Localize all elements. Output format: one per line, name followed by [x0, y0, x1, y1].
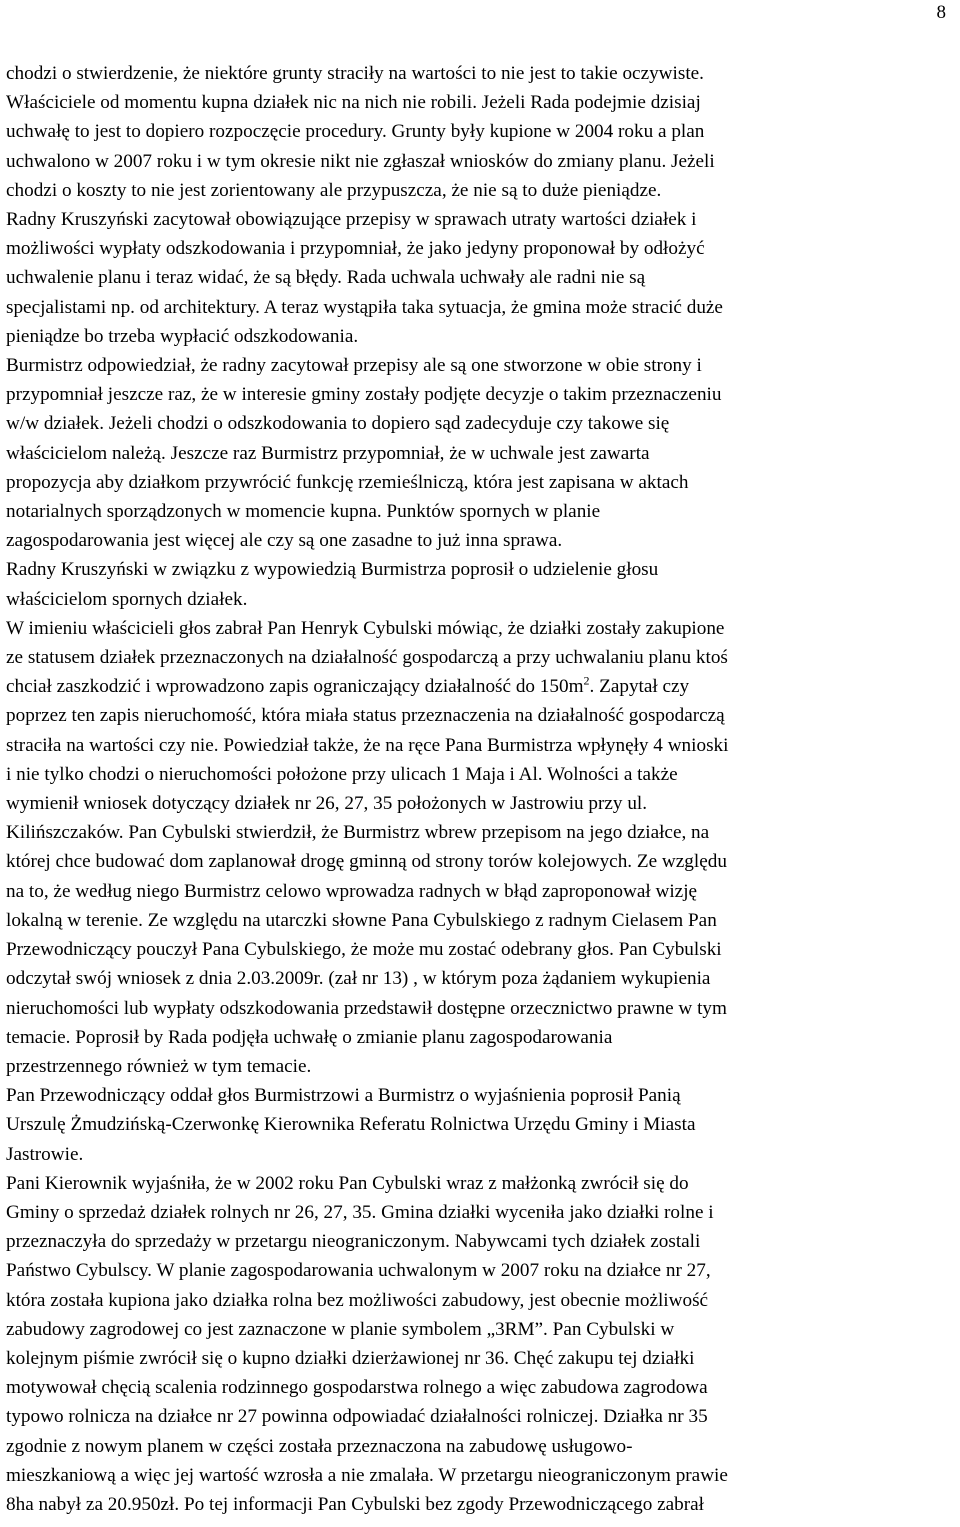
text-line: uchwalono w 2007 roku i w tym okresie nikt nie zgłaszał wniosków do zmiany planu. Jeżeli	[6, 150, 715, 172]
text-line: która została kupiona jako działka rolna bez możliwości zabudowy, jest obecnie możliwość	[6, 1289, 709, 1311]
text-line: motywował chęcią scalenia rodzinnego gospodarstwa rolnego a więc zabudowa zagrodowa	[6, 1377, 708, 1399]
text-line: chodzi o stwierdzenie, że niektóre grunty straciły na wartości to nie jest to takie oczywiste.	[6, 63, 704, 84]
text-line: możliwości wypłaty odszkodowania i przypomniał, że jako jedyny proponował by odłożyć	[6, 238, 705, 260]
text-line-tail: . Zapytał czy	[589, 676, 690, 698]
text-line: wymienił wniosek dotyczący działek nr 26, 27, 35 położonych w Jastrowiu przy ul.	[6, 793, 648, 815]
text-line: temacie. Poprosił by Rada podjęła uchwałę o zmianie planu zagospodarowania	[6, 1026, 613, 1048]
text-line-main: chciał zaszkodzić i wprowadzono zapis ograniczający działalność do 150m	[6, 676, 584, 698]
text-line: Właściciele od momentu kupna działek nic na nich nie robili. Jeżeli Rada podejmie dzisiaj	[6, 92, 701, 114]
text-line: nieruchomości lub wypłaty odszkodowania przedstawił dostępne orzecznictwo prawne w tym	[6, 997, 727, 1019]
text-line: zabudowy zagrodowej co jest zaznaczone w planie symbolem „3RM”. Pan Cybulski w	[6, 1318, 675, 1340]
text-line: Urszulę Żmudzińską-Czerwonkę Kierownika Referatu Rolnictwa Urzędu Gminy i Miasta	[6, 1114, 696, 1136]
page-number: 8	[936, 2, 946, 23]
text-line: na to, że według niego Burmistrz celowo wprowadza radnych w błąd zaproponował wizję	[6, 880, 698, 902]
text-line: Radny Kruszyński zacytował obowiązujące przepisy w sprawach utraty wartości działek i	[6, 209, 697, 231]
text-line: notarialnych sporządzonych w momencie kupna. Punktów spornych w planie	[6, 501, 601, 523]
text-line: Kilińszczaków. Pan Cybulski stwierdził, że Burmistrz wbrew przepisom na jego działce, na	[6, 822, 710, 844]
text-line: propozycja aby działkom przywrócić funkcję rzemieślniczą, która jest zapisana w aktach	[6, 471, 689, 493]
text-line: Przewodniczący pouczył Pana Cybulskiego, że może mu zostać odebrany głos. Pan Cybulski	[6, 939, 722, 961]
text-line: mieszkaniową a więc jej wartość wzrosła a nie zmalała. W przetargu nieograniczonym prawie	[6, 1464, 728, 1486]
text-line	[6, 672, 956, 701]
text-line: właścicielom należą. Jeszcze raz Burmistrz przypomniał, że w uchwale jest zawarta	[6, 442, 650, 464]
text-line: Gminy o sprzedaż działek rolnych nr 26, 27, 35. Gmina działki wyceniła jako działki rolne i	[6, 1201, 714, 1223]
text-line: poprzez ten zapis nieruchomość, która miała status przeznaczenia na działalność gospodarczą	[6, 705, 725, 727]
text-line: zgodnie z nowym planem w części została przeznaczona na zabudowę usługowo-	[6, 1435, 633, 1457]
document-body	[6, 59, 956, 1519]
superscript: 2	[583, 673, 590, 688]
text-line: kolejnym piśmie zwrócił się o kupno działki dzierżawionej nr 36. Chęć zakupu tej działki	[6, 1347, 695, 1369]
text-line: przypomniał jeszcze raz, że w interesie gminy zostały podjęte decyzje o takim przeznaczeniu	[6, 384, 722, 406]
text-line: chodzi o koszty to nie jest zorientowany ale przypuszcza, że nie są to duże pieniądze.	[6, 179, 662, 201]
text-line: Jastrowie.	[6, 1143, 84, 1165]
text-line: przestrzennego również w tym temacie.	[6, 1055, 312, 1077]
text-line: specjalistami np. od architektury. A teraz wystąpiła taka sytuacja, że gmina może stracić duże	[6, 296, 723, 318]
text-line: zagospodarowania jest więcej ale czy są one zasadne to już inna sprawa.	[6, 530, 563, 552]
text-line: właścicielom spornych działek.	[6, 588, 248, 610]
text-line: przeznaczyła do sprzedaży w przetargu nieograniczonym. Nabywcami tych działek zostali	[6, 1231, 701, 1253]
text-line: odczytał swój wniosek z dnia 2.03.2009r. (zał nr 13) , w którym poza żądaniem wykupienia	[6, 968, 711, 990]
text-line: Pan Przewodniczący oddał głos Burmistrzowi a Burmistrz o wyjaśnienia poprosił Panią	[6, 1085, 681, 1107]
text-line: straciła na wartości czy nie. Powiedział także, że na ręce Pana Burmistrza wpłynęły 4 wnioski	[6, 734, 729, 756]
text-line: pieniądze bo trzeba wypłacić odszkodowania.	[6, 325, 359, 347]
text-line: Burmistrz odpowiedział, że radny zacytował przepisy ale są one stworzone w obie strony i	[6, 355, 702, 377]
text-line: uchwałę to jest to dopiero rozpoczęcie procedury. Grunty były kupione w 2004 roku a plan	[6, 121, 705, 143]
text-line: lokalną w terenie. Ze względu na utarczki słowne Pana Cybulskiego z radnym Cielasem Pan	[6, 909, 717, 931]
text-line: typowo rolnicza na działce nr 27 powinna odpowiadać działalności rolniczej. Działka nr 35	[6, 1406, 708, 1428]
text-line: Radny Kruszyński w związku z wypowiedzią Burmistrza poprosił o udzielenie głosu	[6, 559, 659, 581]
text-line: Państwo Cybulscy. W planie zagospodarowania uchwalonym w 2007 roku na działce nr 27,	[6, 1260, 711, 1282]
text-line: W imieniu właścicieli głos zabrał Pan Henryk Cybulski mówiąc, że działki zostały zakupione	[6, 617, 725, 639]
text-line: i nie tylko chodzi o nieruchomości położone przy ulicach 1 Maja i Al. Wolności a także	[6, 763, 678, 785]
text-line: Pani Kierownik wyjaśniła, że w 2002 roku Pan Cybulski wraz z małżonką zwrócił się do	[6, 1172, 689, 1194]
text-line: ze statusem działek przeznaczonych na działalność gospodarczą a przy uchwalaniu planu ktoś	[6, 647, 728, 669]
text-line: 8ha nabył za 20.950zł. Po tej informacji Pan Cybulski bez zgody Przewodniczącego zabrał	[6, 1493, 704, 1515]
text-line: uchwalenie planu i teraz widać, że są błędy. Rada uchwala uchwały ale radni nie są	[6, 267, 646, 289]
text-line: w/w działek. Jeżeli chodzi o odszkodowania to dopiero sąd zadecyduje czy takowe się	[6, 413, 670, 435]
text-line: której chce budować dom zaplanował drogę gminną od strony torów kolejowych. Ze względu	[6, 851, 727, 873]
